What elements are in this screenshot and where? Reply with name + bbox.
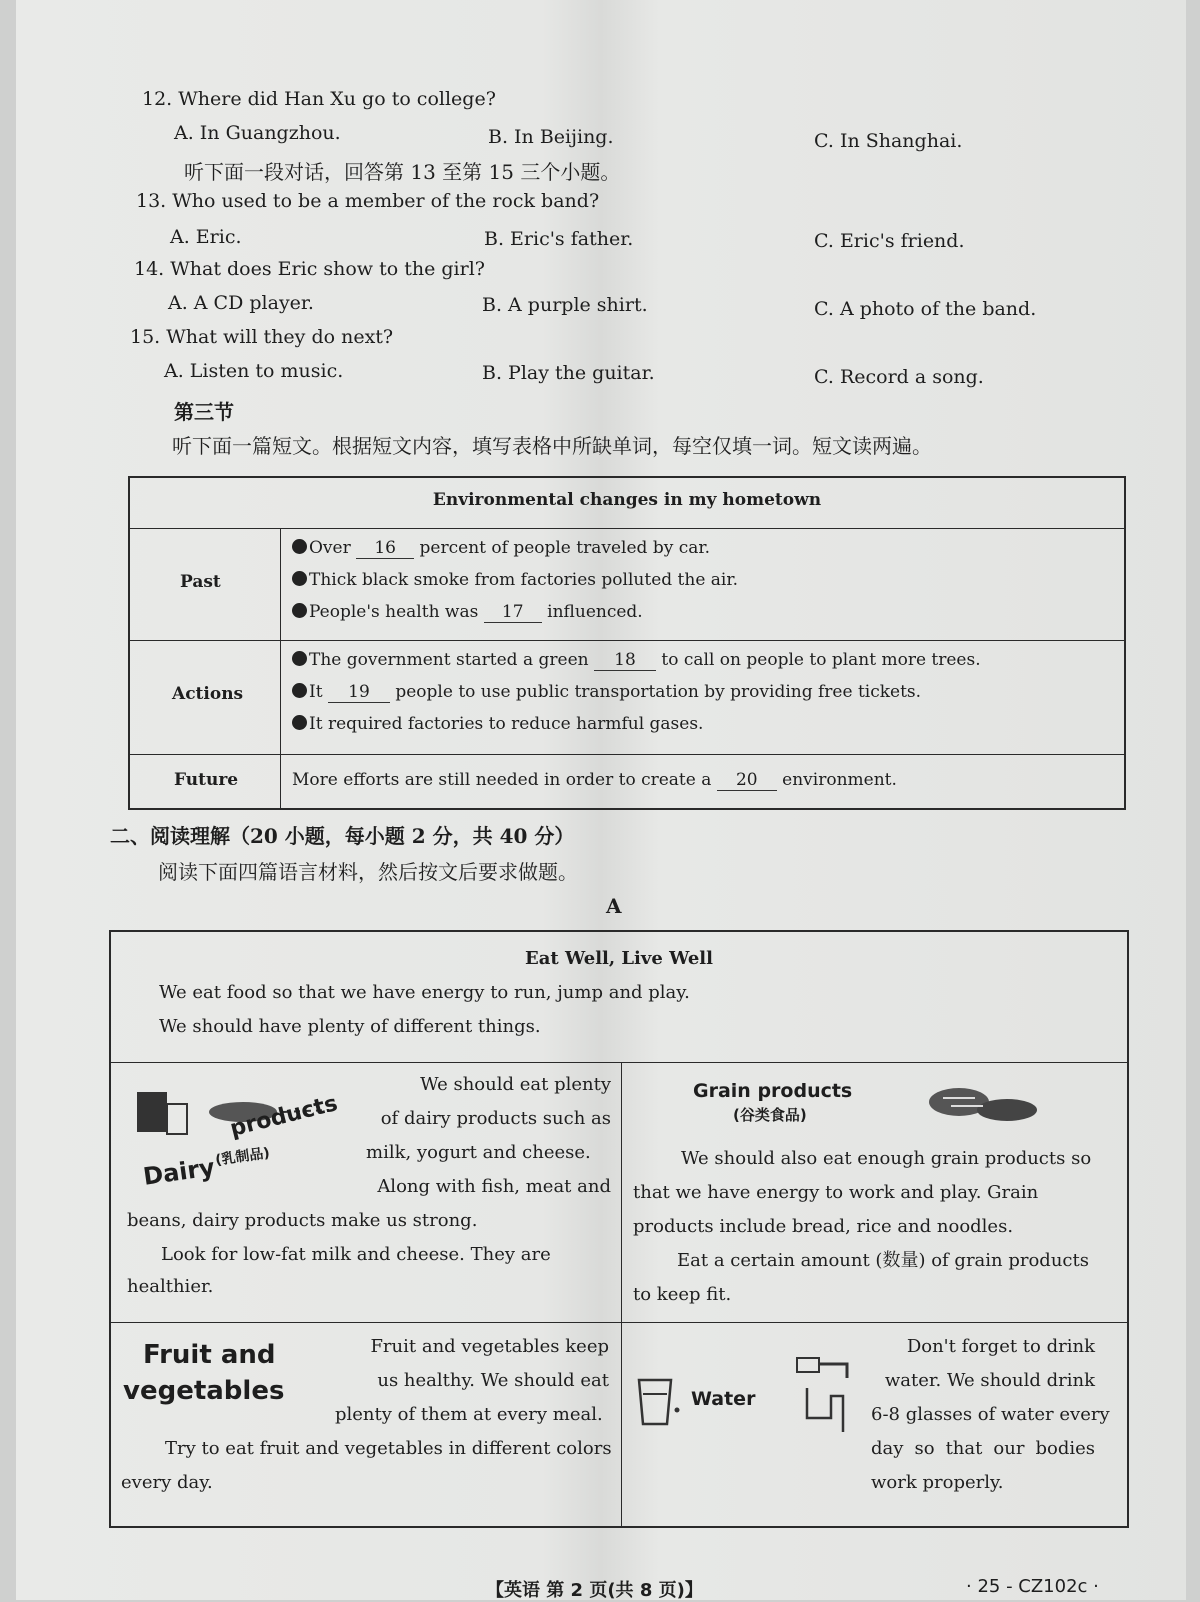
table-title: Environmental changes in my hometown xyxy=(432,490,822,510)
future-line: More efforts are still needed in order to create a 20 environment. xyxy=(292,770,897,790)
blank-19: 19 xyxy=(328,683,390,703)
dairy-heading-cn: (乳制品) xyxy=(214,1145,271,1169)
row-label-actions: Actions xyxy=(172,684,244,704)
q14-option-b: B. A purple shirt. xyxy=(482,294,648,316)
q12-option-a: A. In Guangzhou. xyxy=(174,122,341,144)
actions-line-3: It required factories to reduce harmful gases. xyxy=(292,714,703,734)
water-tap-icon xyxy=(787,1348,857,1438)
past-line-2: Thick black smoke from factories polluted the air. xyxy=(292,570,738,590)
dairy-line-7: healthier. xyxy=(127,1276,214,1297)
dairy-line-4: Along with fish, meat and xyxy=(377,1176,611,1197)
fruit-line-2: us healthy. We should eat xyxy=(377,1370,609,1391)
grain-line-1: We should also eat enough grain products so xyxy=(681,1148,1092,1169)
page-code: · 25 - CZ102c · xyxy=(966,1576,1099,1597)
q13-option-b: B. Eric's father. xyxy=(484,228,634,250)
reading-instruction: 阅读下面四篇语言材料，然后按文后要求做题。 xyxy=(158,860,578,884)
row-label-past: Past xyxy=(180,572,221,592)
question-14: 14. What does Eric show to the girl? xyxy=(134,258,485,280)
blank-20: 20 xyxy=(717,771,777,791)
fruit-heading-1: Fruit and xyxy=(143,1340,276,1370)
q14-option-a: A. A CD player. xyxy=(168,292,314,314)
fruit-line-5: every day. xyxy=(121,1472,213,1493)
grain-line-5: to keep fit. xyxy=(633,1284,732,1305)
grain-line-2: that we have energy to work and play. Grain xyxy=(633,1182,1039,1203)
poster-intro-2: We should have plenty of different things. xyxy=(159,1016,541,1037)
q13-option-c: C. Eric's friend. xyxy=(814,230,965,252)
water-line-5: work properly. xyxy=(871,1472,1004,1493)
q13-option-a: A. Eric. xyxy=(170,226,242,248)
q15-option-a: A. Listen to music. xyxy=(164,360,344,382)
grain-heading: Grain products xyxy=(693,1080,853,1102)
fruit-line-4: Try to eat fruit and vegetables in different colors xyxy=(165,1438,612,1459)
grain-heading-cn: (谷类食品) xyxy=(733,1106,807,1124)
q15-option-b: B. Play the guitar. xyxy=(482,362,655,384)
section-3-instruction: 听下面一篇短文。根据短文内容，填写表格中所缺单词，每空仅填一词。短文读两遍。 xyxy=(172,434,932,458)
water-line-1: Don't forget to drink xyxy=(906,1336,1095,1357)
dairy-heading-2: products xyxy=(227,1091,341,1142)
dairy-line-6: Look for low-fat milk and cheese. They are xyxy=(161,1244,551,1265)
q15-option-c: C. Record a song. xyxy=(814,366,984,388)
exam-page xyxy=(16,0,1186,1600)
q12-option-b: B. In Beijing. xyxy=(488,126,614,148)
row-label-future: Future xyxy=(174,770,239,790)
reading-part-title: 二、阅读理解（20 小题，每小题 2 分，共 40 分） xyxy=(110,824,575,848)
fruit-line-1: Fruit and vegetables keep xyxy=(370,1336,609,1357)
blank-16: 16 xyxy=(356,539,414,559)
question-12: 12. Where did Han Xu go to college? xyxy=(142,88,496,110)
bullet-icon xyxy=(292,715,307,730)
bullet-icon xyxy=(292,651,307,666)
fruit-heading-2: vegetables xyxy=(123,1376,285,1406)
poster-intro-1: We eat food so that we have energy to run, jump and play. xyxy=(159,982,690,1003)
past-line-3: People's health was 17 influenced. xyxy=(292,602,643,623)
dairy-line-3: milk, yogurt and cheese. xyxy=(366,1142,591,1163)
dairy-heading-1: Dairy xyxy=(141,1153,217,1191)
water-line-4: day so that our bodies xyxy=(871,1438,1095,1459)
dairy-line-2: of dairy products such as xyxy=(380,1108,611,1129)
poster-title: Eat Well, Live Well xyxy=(525,948,713,969)
question-13: 13. Who used to be a member of the rock band? xyxy=(136,190,600,212)
passage-label: A xyxy=(606,894,622,918)
water-heading: Water xyxy=(691,1388,756,1410)
q12-option-c: C. In Shanghai. xyxy=(814,130,963,152)
instruction-13-15: 听下面一段对话，回答第 13 至第 15 三个小题。 xyxy=(184,160,621,184)
eat-well-poster xyxy=(109,930,1129,1528)
blank-18: 18 xyxy=(594,651,656,671)
past-line-1: Over 16 percent of people traveled by car. xyxy=(292,538,710,559)
bullet-icon xyxy=(292,571,307,586)
actions-line-2: It 19 people to use public transportation by providing free tickets. xyxy=(292,682,921,703)
bullet-icon xyxy=(292,539,307,554)
question-15: 15. What will they do next? xyxy=(130,326,394,348)
glass-icon xyxy=(631,1372,681,1432)
fruit-line-3: plenty of them at every meal. xyxy=(335,1404,603,1425)
actions-line-1: The government started a green 18 to call on people to plant more trees. xyxy=(292,650,981,671)
water-line-3: 6-8 glasses of water every xyxy=(871,1404,1110,1425)
page-footer: 【英语 第 2 页(共 8 页)】 xyxy=(486,1580,703,1601)
environment-table xyxy=(128,476,1126,810)
grain-line-4: Eat a certain amount (数量) of grain products xyxy=(677,1250,1089,1271)
dairy-line-5: beans, dairy products make us strong. xyxy=(127,1210,478,1231)
bullet-icon xyxy=(292,683,307,698)
section-3-title: 第三节 xyxy=(174,400,234,424)
q14-option-c: C. A photo of the band. xyxy=(814,298,1037,320)
dairy-line-1: We should eat plenty xyxy=(420,1074,611,1095)
bullet-icon xyxy=(292,603,307,618)
grain-line-3: products include bread, rice and noodles. xyxy=(633,1216,1014,1237)
water-line-2: water. We should drink xyxy=(884,1370,1095,1391)
bread-icon xyxy=(923,1080,1043,1130)
blank-17: 17 xyxy=(484,603,542,623)
